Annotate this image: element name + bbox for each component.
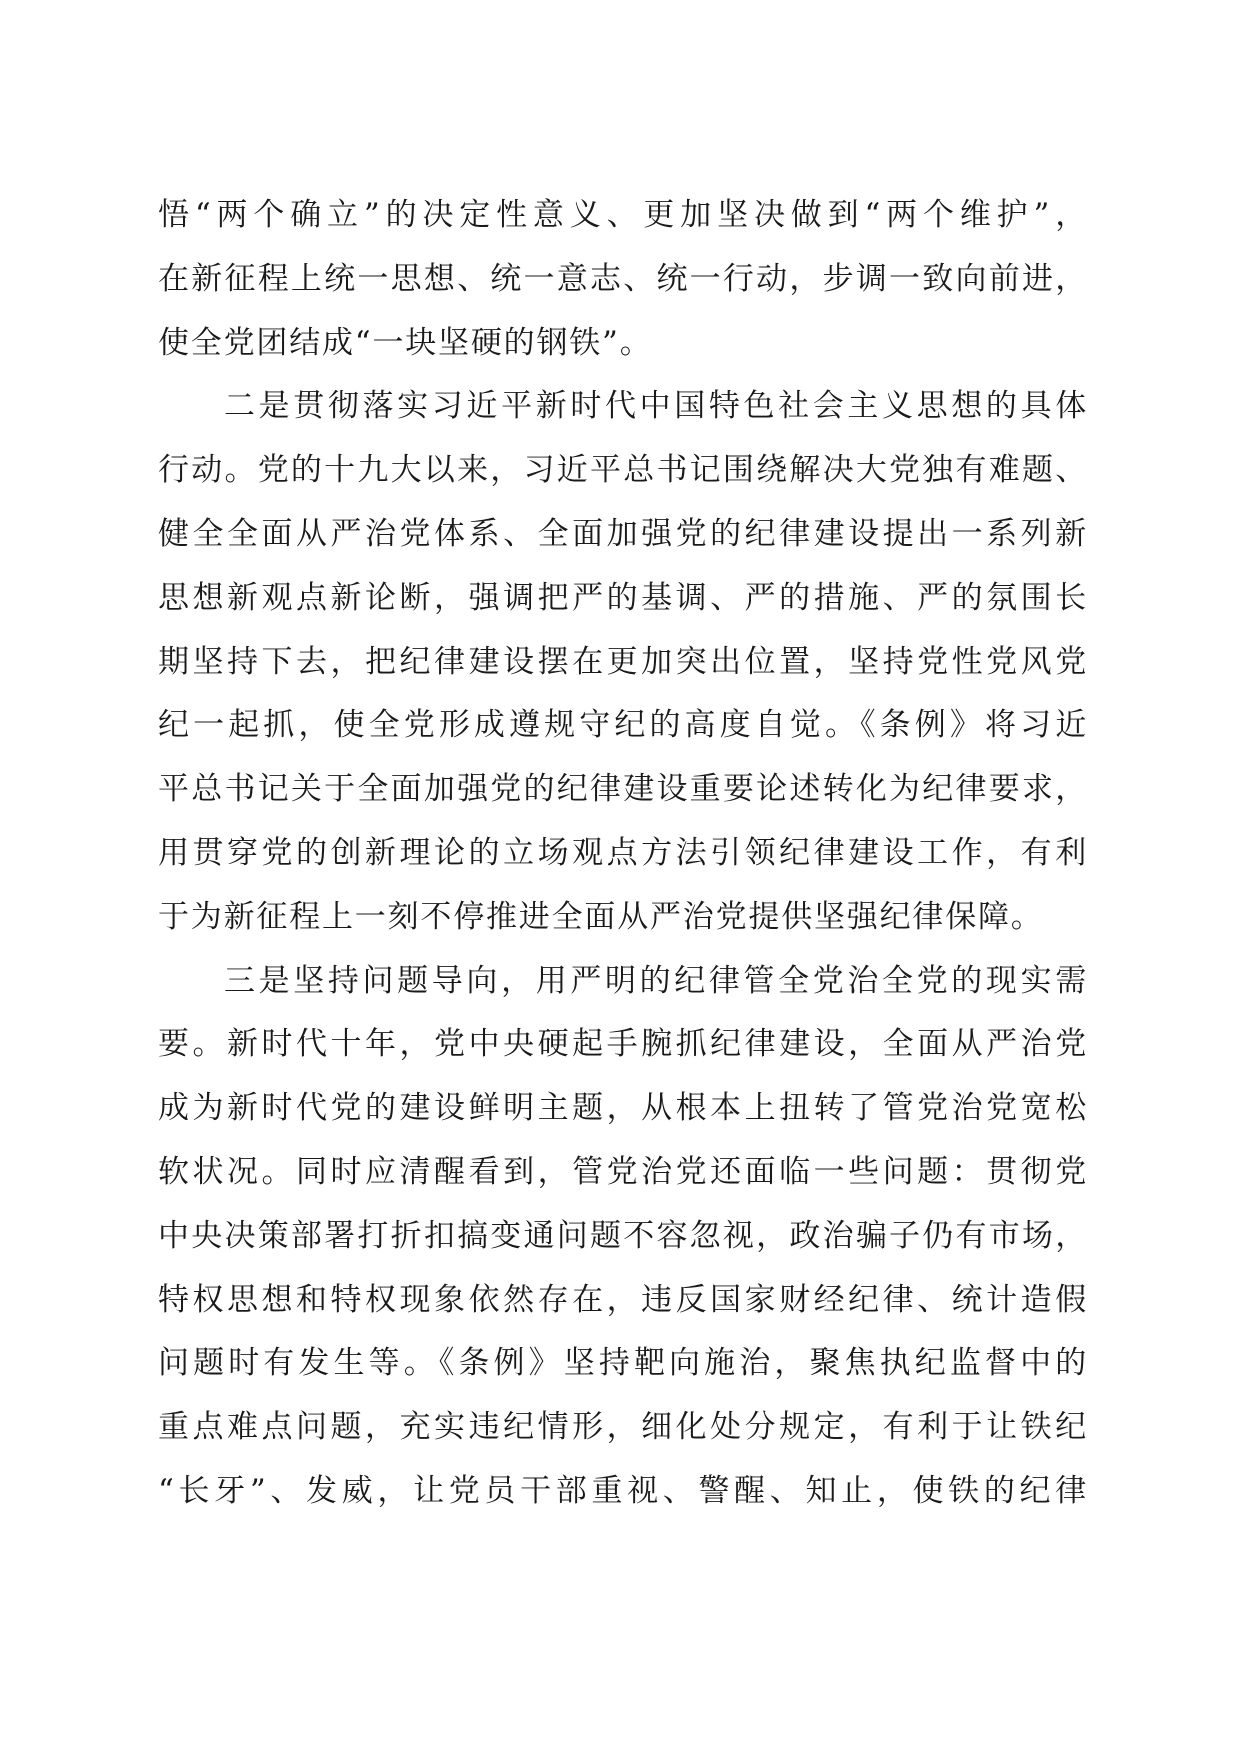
text-line: 在新征程上统一思想、统一意志、统一行动，步调一致向前进， <box>158 260 1088 297</box>
text-line: 行动。党的十九大以来，习近平总书记围绕解决大党独有难题、 <box>158 452 1088 489</box>
text-line: 中央决策部署打折扣搞变通问题不容忽视，政治骗子仍有市场， <box>158 1217 1088 1254</box>
paragraph-start-line: 二是贯彻落实习近平新时代中国特色社会主义思想的具体 <box>224 388 1088 425</box>
text-line: 于为新征程上一刻不停推进全面从严治党提供坚强纪律保障。 <box>158 898 1044 935</box>
text-line: 期坚持下去，把纪律建设摆在更加突出位置，坚持党性党风党 <box>158 643 1088 680</box>
text-line: 特权思想和特权现象依然存在，违反国家财经纪律、统计造假 <box>158 1281 1088 1318</box>
text-line: 用贯穿党的创新理论的立场观点方法引领纪律建设工作，有利 <box>158 834 1088 871</box>
text-line: 思想新观点新论断，强调把严的基调、严的措施、严的氛围长 <box>158 579 1088 616</box>
text-line: 软状况。同时应清醒看到，管党治党还面临一些问题：贯彻党 <box>158 1153 1088 1190</box>
text-line: “长牙”、发威，让党员干部重视、警醒、知止，使铁的纪律 <box>158 1472 1088 1509</box>
text-line: 成为新时代党的建设鲜明主题，从根本上扭转了管党治党宽松 <box>158 1090 1088 1127</box>
paragraph-start-line: 三是坚持问题导向，用严明的纪律管全党治全党的现实需 <box>224 962 1088 999</box>
text-line: 健全全面从严治党体系、全面加强党的纪律建设提出一系列新 <box>158 515 1088 552</box>
text-line: 问题时有发生等。《条例》坚持靶向施治，聚焦执纪监督中的 <box>158 1345 1088 1382</box>
text-line: 重点难点问题，充实违纪情形，细化处分规定，有利于让铁纪 <box>158 1409 1088 1446</box>
text-line: 要。新时代十年，党中央硬起手腕抓纪律建设，全面从严治党 <box>158 1026 1088 1063</box>
text-line: 使全党团结成“一块坚硬的钢铁”。 <box>158 324 653 361</box>
text-line: 悟“两个确立”的决定性意义、更加坚决做到“两个维护”， <box>158 197 1088 233</box>
text-line: 纪一起抓，使全党形成遵规守纪的高度自觉。《条例》将习近 <box>158 707 1088 744</box>
body-text <box>158 184 1088 1524</box>
text-line: 平总书记关于全面加强党的纪律建设重要论述转化为纪律要求， <box>158 771 1088 808</box>
